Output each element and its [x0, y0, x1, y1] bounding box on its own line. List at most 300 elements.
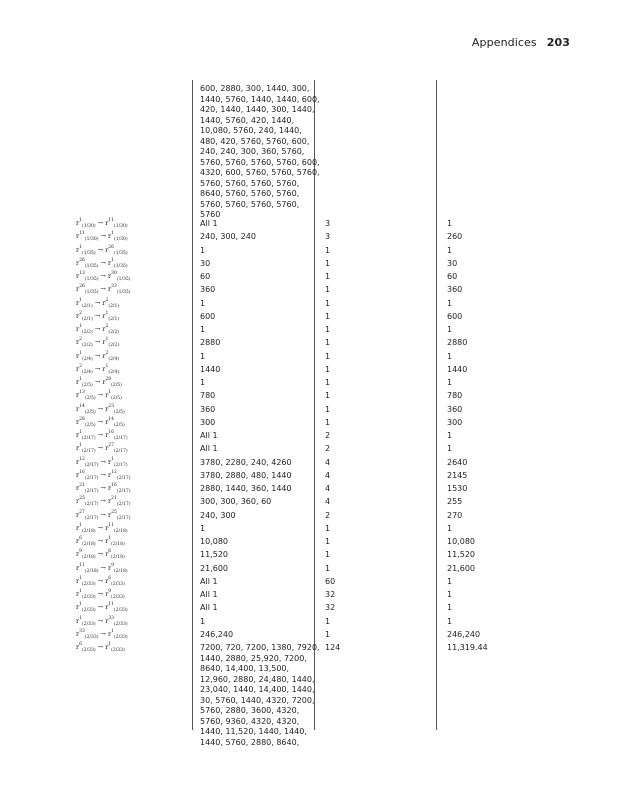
count-cell: 1 [325, 298, 331, 308]
count-cell: 124 [325, 643, 341, 652]
count-cell: 1 [325, 537, 331, 546]
label-part: 13 [79, 390, 85, 396]
label-part: (2/33) [111, 581, 125, 587]
transition-label [76, 403, 125, 417]
label-part: 12 [111, 469, 117, 475]
transition-label [76, 429, 128, 443]
label-part: 1 [105, 310, 109, 316]
count-cell: 1 [325, 391, 331, 401]
label-part: (2/33) [81, 621, 96, 627]
mean-cell: 1 [447, 298, 453, 308]
mean-cell: 780 [447, 391, 463, 401]
label-part: → r [98, 457, 112, 466]
value-continuation-line: 1440, 5760, 420, 1440, [200, 115, 295, 125]
count-cell: 1 [325, 311, 331, 321]
mean-cell: 11,319.44 [447, 643, 488, 652]
count-cell: 1 [325, 563, 331, 573]
label-part: 11 [79, 562, 85, 568]
label-part: → r [98, 470, 112, 479]
label-part: 1 [108, 390, 112, 396]
label-part: r [76, 417, 80, 426]
values-cell: 246,240 [200, 629, 234, 639]
label-part: 1 [108, 536, 112, 541]
label-part: 6 [108, 575, 112, 581]
values-cell: All 1 [200, 603, 218, 613]
values-cell: All 1 [200, 219, 218, 228]
page-number: 203 [546, 36, 570, 49]
transition-label [76, 588, 125, 602]
label-part: r [76, 245, 80, 254]
transition-label [76, 535, 125, 549]
count-cell: 1 [325, 272, 331, 281]
mean-cell: 255 [447, 497, 463, 507]
values-cell: 240, 300 [200, 510, 236, 520]
value-continuation-line: 1440, 11,520, 1440, 1440, [200, 727, 307, 736]
transition-label [76, 376, 122, 390]
count-cell: 4 [325, 497, 331, 507]
label-part: (2/33) [81, 608, 96, 614]
mean-cell: 1 [447, 523, 453, 533]
label-part: 27 [108, 443, 115, 449]
label-part: 28 [105, 377, 112, 382]
count-cell: 1 [325, 258, 331, 268]
values-cell: 3780, 2880, 480, 1440 [200, 470, 292, 480]
value-continuation-line: 480, 420, 5760, 5760, 600, [200, 136, 310, 146]
transition-label [76, 297, 119, 311]
label-part: (1/35) [81, 250, 96, 256]
transition-label [76, 323, 119, 337]
label-part: (2/2) [108, 343, 120, 349]
label-part: (2/17) [84, 475, 99, 481]
values-cell: 21,600 [200, 563, 228, 573]
label-part: (2/17) [114, 462, 128, 468]
label-part: → r [92, 378, 106, 386]
count-cell: 60 [325, 576, 336, 586]
label-part: (1/30) [81, 224, 96, 229]
value-continuation-line: 23,040, 1440, 14,400, 1440, [200, 685, 315, 694]
label-part: (2/5) [111, 383, 122, 388]
label-part: 1 [111, 456, 115, 462]
transition-label [76, 575, 125, 589]
label-part: 14 [79, 403, 85, 409]
label-part: 13 [79, 271, 85, 276]
label-part: (2/17) [81, 436, 96, 441]
label-part: (2/33) [81, 648, 96, 653]
label-part: → r [95, 417, 109, 426]
label-part: 1 [111, 628, 115, 634]
transition-label [76, 562, 128, 576]
label-part: → r [95, 431, 109, 439]
count-cell: 1 [325, 285, 331, 295]
value-continuation-line: 1440, 5760, 1440, 1440, 600, [200, 94, 320, 104]
label-part: (2/33) [81, 581, 96, 587]
label-part: 9 [79, 549, 82, 555]
values-cell: All 1 [200, 444, 218, 454]
count-cell: 1 [325, 378, 331, 387]
values-cell: 11,520 [200, 550, 228, 560]
values-cell: 2880, 1440, 360, 1440 [200, 484, 292, 493]
value-continuation-line: 4320, 600, 5760, 5760, 5760, [200, 168, 320, 177]
label-part: 1 [111, 257, 115, 263]
label-part: r [76, 629, 80, 638]
label-part: → r [95, 245, 109, 254]
label-part: 26 [79, 257, 85, 263]
count-cell: 32 [325, 603, 336, 613]
label-part: (2/1) [81, 316, 93, 322]
label-part: r [76, 232, 80, 241]
label-part: 2 [105, 297, 109, 303]
label-part: (2/2) [81, 343, 93, 349]
label-part: (2/18) [114, 528, 128, 534]
count-cell: 1 [325, 523, 331, 533]
label-part: r [76, 576, 80, 585]
count-cell: 3 [325, 219, 331, 228]
value-continuation-line: 5760, 5760, 5760, 5760, [200, 178, 300, 188]
values-cell: 7200, 720, 7200, 1380, 7920, [200, 643, 320, 652]
label-part: 33 [111, 284, 117, 290]
mean-cell: 10,080 [447, 537, 475, 546]
label-part: (2/5) [81, 383, 93, 388]
label-part: r [76, 219, 80, 227]
transition-label [76, 615, 128, 629]
label-part: r [76, 616, 80, 625]
label-part: (2/4) [81, 369, 93, 375]
label-part: (2/5) [84, 396, 96, 402]
transition-label [76, 310, 119, 324]
mean-cell: 260 [447, 232, 463, 242]
label-part: r [76, 550, 80, 559]
label-part: → r [98, 510, 112, 519]
values-cell: 2880 [200, 338, 221, 348]
transition-label [76, 217, 128, 231]
label-part: 27 [79, 509, 85, 515]
values-cell: 1 [200, 245, 206, 255]
count-cell: 1 [325, 364, 331, 374]
label-part: (2/1) [108, 303, 120, 309]
label-part: 1 [79, 377, 82, 382]
values-cell: 60 [200, 272, 211, 281]
label-part: 11 [79, 231, 85, 237]
label-part: 12 [79, 456, 85, 462]
label-part: (2/1) [81, 303, 93, 309]
label-part: → r [98, 497, 112, 506]
values-cell: 1 [200, 351, 206, 361]
label-part: (2/2) [108, 330, 120, 335]
values-cell: 1 [200, 378, 206, 387]
label-part: → r [92, 298, 106, 307]
label-part: 33 [108, 615, 115, 621]
value-continuation-line: 5760, 9360, 4320, 4320, [200, 716, 300, 726]
label-part: → r [95, 523, 109, 532]
label-part: (1/35) [116, 277, 131, 282]
label-part: 11 [108, 602, 115, 608]
label-part: → r [95, 537, 109, 545]
label-part: 2 [79, 310, 82, 316]
mean-cell: 1 [447, 616, 453, 626]
label-part: → r [92, 338, 106, 347]
mean-cell: 2880 [447, 338, 468, 348]
label-part: 23 [108, 403, 115, 409]
value-continuation-line: 420, 1440, 1440, 300, 1440, [200, 105, 315, 114]
label-part: (2/17) [84, 489, 99, 494]
label-part: r [76, 431, 80, 439]
count-cell: 1 [325, 325, 331, 334]
label-part: r [76, 497, 80, 506]
value-continuation-line: 8640, 14,400, 13,500, [200, 664, 290, 673]
values-cell: 30 [200, 258, 211, 268]
label-part: (2/17) [116, 475, 131, 481]
transition-label [76, 495, 131, 509]
label-part: → r [95, 550, 109, 559]
label-part: 2 [105, 324, 109, 329]
values-cell: 300 [200, 417, 216, 427]
mean-cell: 60 [447, 272, 458, 281]
label-part: → r [95, 391, 109, 400]
running-header [472, 36, 570, 49]
transition-label [76, 548, 125, 562]
values-cell: 3780, 2280, 240, 4260 [200, 457, 292, 467]
label-part: → r [98, 232, 112, 241]
label-part: → r [95, 616, 109, 625]
label-part: (1/35) [84, 290, 99, 296]
label-part: r [76, 325, 80, 333]
label-part: r [76, 523, 80, 532]
label-part: (2/18) [111, 542, 125, 547]
transition-label [76, 350, 119, 364]
label-part: (2/5) [111, 396, 122, 402]
label-part: 25 [79, 496, 85, 502]
label-part: (2/33) [111, 595, 125, 600]
mean-cell: 11,520 [447, 550, 475, 560]
label-part: → r [95, 444, 109, 453]
label-part: r [76, 272, 80, 280]
label-part: (2/5) [84, 422, 96, 428]
label-part: 1 [105, 363, 109, 369]
transition-label [76, 456, 128, 470]
label-part: r [76, 484, 80, 492]
label-part: (1/30) [114, 237, 128, 243]
mean-cell: 21,600 [447, 563, 475, 573]
label-part: r [76, 351, 80, 360]
label-part: r [76, 510, 80, 519]
label-part: (1/35) [114, 250, 128, 256]
transition-label [76, 601, 128, 615]
values-cell: All 1 [200, 576, 218, 586]
label-part: → r [92, 325, 106, 333]
label-part: 2 [79, 337, 82, 343]
count-cell: 1 [325, 629, 331, 639]
label-part: (1/30) [84, 237, 99, 243]
label-part: r [76, 258, 80, 267]
values-cell: 1 [200, 616, 206, 626]
label-part: r [76, 311, 80, 320]
column-divider [436, 80, 437, 730]
column-divider [192, 80, 193, 730]
transition-label [76, 283, 131, 297]
label-part: (2/18) [81, 528, 96, 534]
mean-cell: 1530 [447, 484, 468, 493]
mean-cell: 1 [447, 378, 453, 387]
value-continuation-line: 240, 240, 300, 360, 5760, [200, 147, 305, 156]
transition-label [76, 257, 128, 271]
values-cell: All 1 [200, 431, 218, 440]
label-part: (2/17) [116, 515, 131, 521]
label-part: (2/18) [114, 568, 128, 574]
label-part: 6 [108, 549, 112, 555]
value-continuation-line: 5760 [200, 210, 221, 219]
value-continuation-line: 30, 5760, 1440, 4320, 7200, [200, 695, 315, 705]
mean-cell: 1 [447, 590, 453, 599]
values-cell: 600 [200, 311, 216, 321]
value-continuation-line: 10,080, 5760, 240, 1440, [200, 126, 302, 135]
label-part: (2/18) [84, 568, 99, 574]
mean-cell: 1 [447, 603, 453, 613]
transition-label [76, 509, 131, 523]
transition-label [76, 482, 131, 496]
label-part: r [76, 563, 80, 572]
mean-cell: 246,240 [447, 629, 481, 639]
label-part: 9 [111, 562, 115, 568]
label-part: (2/5) [114, 422, 125, 428]
label-part: 1 [79, 443, 82, 449]
count-cell: 1 [325, 417, 331, 427]
label-part: r [76, 457, 80, 466]
label-part: → r [95, 643, 109, 651]
label-part: 11 [108, 218, 115, 223]
label-part: (1/35) [114, 263, 128, 269]
label-part: (1/35) [84, 277, 99, 282]
label-part: r [76, 537, 80, 545]
label-part: 25 [111, 509, 117, 515]
value-continuation-line: 1440, 5760, 2880, 8640, [200, 737, 300, 747]
mean-cell: 1440 [447, 364, 468, 374]
label-part: → r [95, 576, 109, 585]
label-part: → r [98, 272, 112, 280]
count-cell: 2 [325, 444, 331, 454]
count-cell: 2 [325, 431, 331, 440]
label-part: (2/17) [84, 515, 99, 521]
count-cell: 3 [325, 232, 331, 242]
value-continuation-line: 1440, 2880, 25,920, 7200, [200, 653, 307, 663]
mean-cell: 360 [447, 285, 463, 295]
label-part: r [76, 391, 80, 400]
label-part: 6 [79, 536, 82, 541]
label-part: 1 [79, 522, 82, 528]
count-cell: 1 [325, 351, 331, 361]
label-part: r [76, 338, 80, 347]
label-part: → r [98, 629, 112, 638]
label-part: r [76, 378, 80, 386]
mean-cell: 360 [447, 404, 463, 414]
label-part: (2/17) [116, 502, 131, 508]
label-part: 26 [79, 284, 85, 290]
values-cell: All 1 [200, 590, 218, 599]
label-part: 14 [108, 416, 115, 422]
mean-cell: 1 [447, 351, 453, 361]
transition-label [76, 389, 122, 403]
value-continuation-line: 5760, 2880, 3600, 4320, [200, 706, 300, 715]
label-part: (2/4) [108, 369, 120, 375]
label-part: 11 [108, 522, 115, 528]
value-continuation-line: 5760, 5760, 5760, 5760, [200, 199, 300, 209]
label-part: (2/5) [84, 409, 96, 415]
count-cell: 4 [325, 470, 331, 480]
label-part: 21 [79, 483, 85, 488]
value-continuation-line: 600, 2880, 300, 1440, 300, [200, 84, 310, 93]
label-part: 9 [108, 589, 112, 594]
values-cell: 300, 300, 360, 60 [200, 497, 272, 507]
label-part: 1 [79, 218, 82, 223]
label-part: 1 [79, 297, 82, 303]
count-cell: 4 [325, 457, 331, 467]
label-part: 6 [79, 642, 82, 647]
label-part: 1 [79, 244, 82, 250]
label-part: → r [92, 351, 106, 360]
label-part: → r [95, 404, 109, 413]
label-part: (2/1) [108, 316, 120, 322]
label-part: 1 [79, 430, 82, 435]
label-part: (2/4) [81, 356, 93, 362]
label-part: → r [98, 484, 112, 492]
count-cell: 1 [325, 338, 331, 348]
label-part: → r [95, 590, 109, 598]
label-part: r [76, 603, 80, 612]
label-part: → r [92, 364, 106, 373]
transition-label [76, 442, 128, 456]
mean-cell: 270 [447, 510, 463, 520]
label-part: 1 [79, 589, 82, 594]
label-part: (2/33) [114, 608, 128, 614]
mean-cell: 1 [447, 444, 453, 454]
transition-label [76, 522, 128, 536]
transition-label [76, 230, 128, 244]
mean-cell: 1 [447, 325, 453, 334]
label-part: 2 [79, 363, 82, 369]
values-cell: 1 [200, 325, 206, 334]
value-continuation-line: 12,960, 2880, 24,480, 1440, [200, 674, 315, 684]
label-part: (2/33) [114, 621, 128, 627]
mean-cell: 1 [447, 219, 453, 228]
label-part: (2/17) [116, 489, 131, 494]
label-part: 30 [111, 271, 117, 276]
label-part: (2/5) [114, 409, 125, 415]
transition-label [76, 628, 128, 642]
label-part: (2/17) [114, 449, 128, 455]
transition-label [76, 270, 131, 284]
header-section-title: Appendices [471, 36, 537, 49]
label-part: (2/2) [81, 330, 93, 335]
label-part: (1/30) [114, 224, 128, 229]
label-part: → r [98, 285, 112, 294]
mean-cell: 1 [447, 576, 453, 586]
label-part: (2/33) [84, 634, 99, 640]
transition-label [76, 363, 119, 377]
mean-cell: 1 [447, 431, 453, 440]
values-cell: 780 [200, 391, 216, 401]
label-part: r [76, 404, 80, 413]
label-part: 1 [108, 642, 112, 647]
value-continuation-line: 5760, 5760, 5760, 5760, 600, [200, 157, 320, 167]
values-cell: 1 [200, 298, 206, 308]
label-part: (2/17) [81, 449, 96, 455]
transition-label [76, 641, 125, 655]
label-part: 21 [111, 496, 117, 502]
label-part: r [76, 643, 80, 651]
label-part: (2/33) [114, 634, 128, 640]
transition-label [76, 469, 131, 483]
label-part: r [76, 364, 80, 373]
label-part: (2/17) [84, 502, 99, 508]
